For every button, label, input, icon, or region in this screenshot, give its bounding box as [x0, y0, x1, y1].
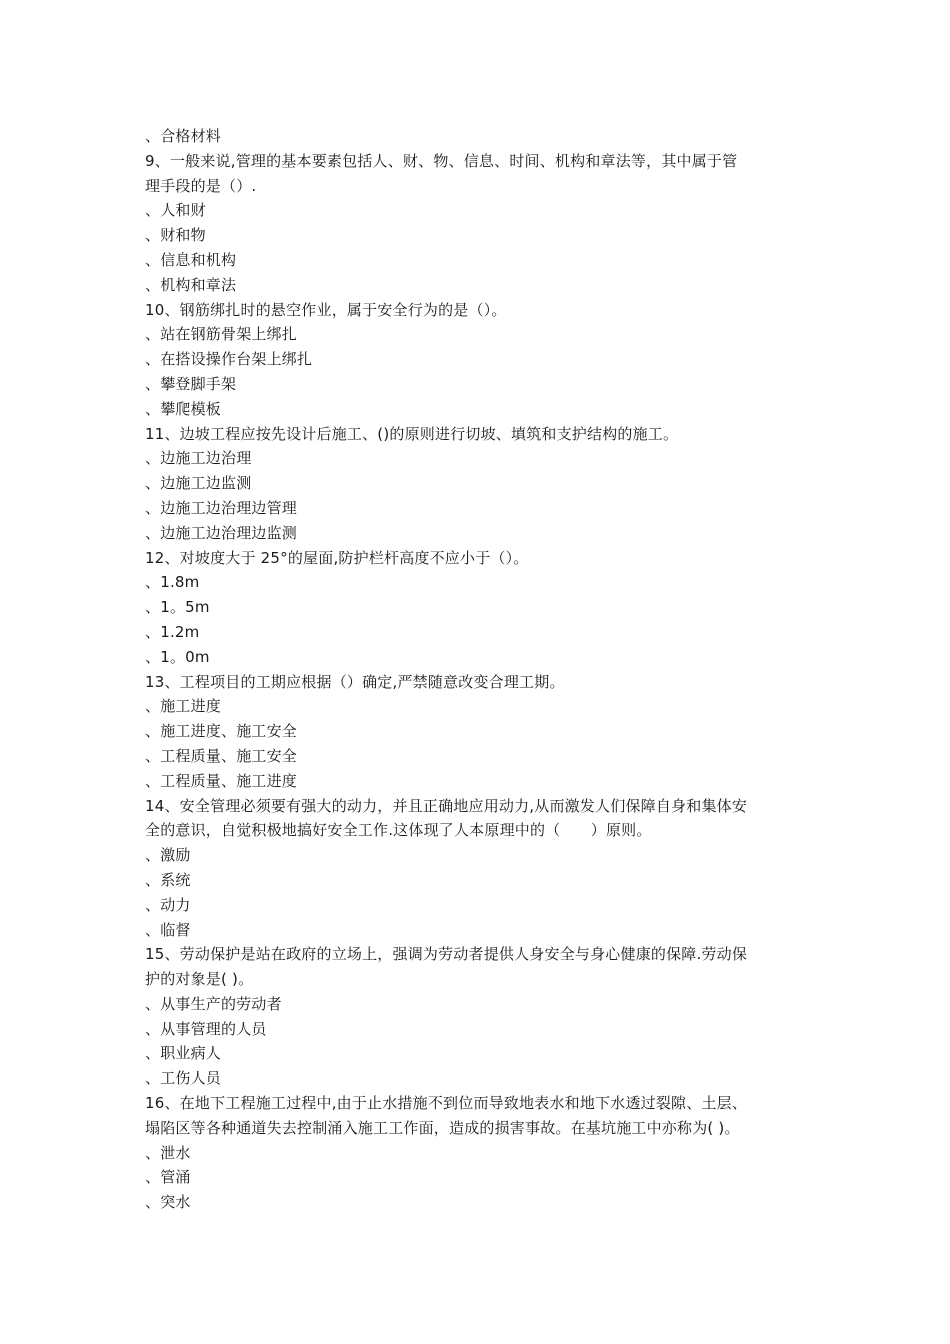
- text-line: 、管涌: [145, 1168, 191, 1187]
- text-line: 全的意识，自觉积极地搞好安全工作.这体现了人本原理中的（ ）原则。: [145, 821, 652, 840]
- text-line: 、机构和章法: [145, 275, 237, 294]
- text-line: 、攀爬模板: [145, 399, 222, 418]
- text-line: 、站在钢筋骨架上绑扎: [145, 325, 298, 344]
- text-line: 、信息和机构: [145, 250, 237, 269]
- text-line: 、系统: [145, 870, 191, 889]
- text-line: 、边施工边治理边管理: [145, 498, 298, 517]
- text-line: 、工程质量、施工安全: [145, 746, 298, 765]
- text-line: 、临督: [145, 920, 191, 939]
- text-line: 、1。0m: [145, 647, 210, 666]
- text-line: 、1。5m: [145, 598, 210, 617]
- text-line: 、动力: [145, 895, 191, 914]
- text-line: 、边施工边监测: [145, 474, 252, 493]
- text-line: 、在搭设操作台架上绑扎: [145, 350, 313, 369]
- text-line: 、工程质量、施工进度: [145, 771, 298, 790]
- text-line: 12、对坡度大于 25°的屋面,防护栏杆高度不应小于（）。: [145, 548, 529, 567]
- text-line: 9、一般来说,管理的基本要素包括人、财、物、信息、时间、机构和章法等，其中属于管: [145, 151, 738, 170]
- text-line: 、施工进度、施工安全: [145, 722, 298, 741]
- text-line: 、边施工边治理边监测: [145, 523, 298, 542]
- text-line: 、职业病人: [145, 1044, 222, 1063]
- text-line: 、1.2m: [145, 622, 200, 641]
- text-line: 15、劳动保护是站在政府的立场上，强调为劳动者提供人身安全与身心健康的保障.劳动保: [145, 945, 748, 964]
- text-line: 护的对象是( )。: [145, 970, 254, 989]
- text-line: 塌陷区等各种通道失去控制涌入施工工作面，造成的损害事故。在基坑施工中亦称为( )。: [145, 1118, 740, 1137]
- text-line: 、从事生产的劳动者: [145, 994, 282, 1013]
- text-line: 、1.8m: [145, 573, 200, 592]
- text-line: 、合格材料: [145, 127, 222, 145]
- document-body: [145, 124, 810, 1215]
- text-line: 13、工程项目的工期应根据（）确定,严禁随意改变合理工期。: [145, 672, 565, 691]
- text-line: 理手段的是（）.: [145, 176, 257, 195]
- text-line: 14、安全管理必须要有强大的动力，并且正确地应用动力,从而激发人们保障自身和集体安: [145, 796, 748, 815]
- text-line: 16、在地下工程施工过程中,由于止水措施不到位而导致地表水和地下水透过裂隙、土层、: [145, 1094, 748, 1113]
- text-line: 、从事管理的人员: [145, 1019, 267, 1038]
- text-line: 、泄水: [145, 1143, 191, 1162]
- text-line: 、激励: [145, 846, 191, 865]
- text-line: 、人和财: [145, 201, 206, 220]
- text-line: 、突水: [145, 1193, 191, 1212]
- text-line: 、施工进度: [145, 697, 222, 716]
- text-line: 10、钢筋绑扎时的悬空作业，属于安全行为的是（）。: [145, 300, 507, 319]
- text-line: 、攀登脚手架: [145, 374, 237, 393]
- text-line: 、边施工边治理: [145, 449, 252, 468]
- text-line: 、财和物: [145, 226, 206, 245]
- text-line: 、工伤人员: [145, 1069, 222, 1088]
- text-line: 11、边坡工程应按先设计后施工、()的原则进行切坡、填筑和支护结构的施工。: [145, 424, 679, 443]
